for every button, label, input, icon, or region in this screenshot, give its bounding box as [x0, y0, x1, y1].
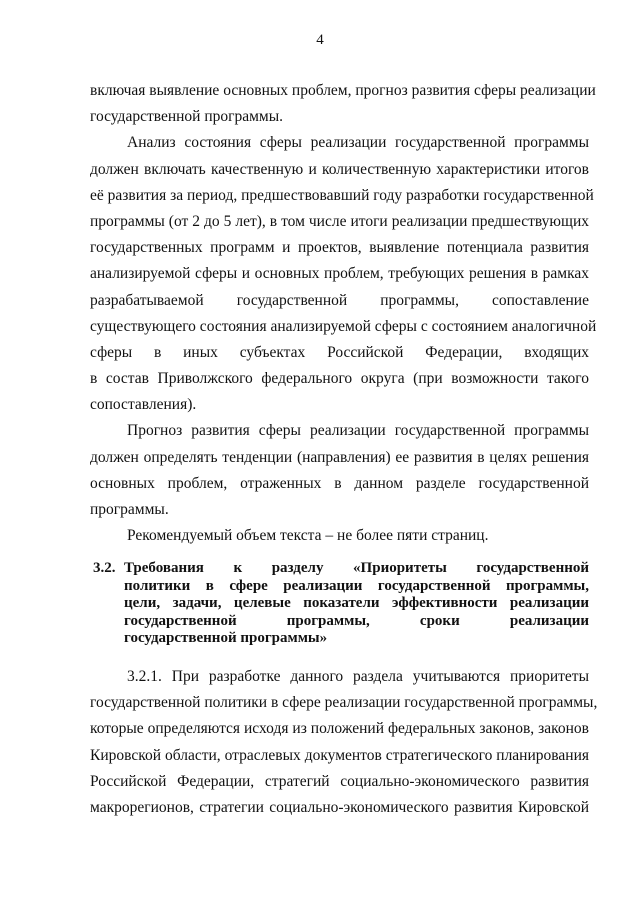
paragraph-2-line: государственных программ и проектов, выявление потенциала развития — [90, 239, 589, 257]
paragraph-5-line: макрорегионов, стратегии социально-экономического развития Кировской — [90, 798, 589, 816]
paragraph-2-line: в состав Приволжского федерального округа (при возможности такого — [90, 370, 589, 388]
paragraph-2-line: разрабатываемой государственной программы, сопоставление — [90, 291, 589, 309]
paragraph-1-line: государственной программы. — [90, 108, 284, 126]
paragraph-3-line: Прогноз развития сферы реализации государственной программы — [127, 422, 589, 440]
section-heading-line: цели, задачи, целевые показатели эффективности реализации — [124, 595, 589, 611]
paragraph-2-line: программы (от 2 до 5 лет), в том числе итоги реализации предшествующих — [90, 212, 589, 230]
intro-body — [90, 78, 597, 549]
paragraph-5-line: которые определяются исходя из положений федеральных законов, законов — [90, 720, 589, 738]
paragraph-5-line: Кировской области, отраслевых документов стратегического планирования — [90, 746, 589, 764]
section-heading-line: государственной программы» — [124, 630, 328, 646]
paragraph-5-line: государственной политики в сфере реализации государственной программы, — [90, 694, 598, 712]
paragraph-3-line: программы. — [90, 501, 169, 518]
paragraph-2-line: сферы в иных субъектах Российской Федерации, входящих — [90, 343, 589, 361]
paragraph-2-line: анализируемой сферы и основных проблем, требующих решения в рамках — [90, 265, 589, 283]
page-number: 4 — [316, 32, 324, 48]
paragraph-1-line: включая выявление основных проблем, прогноз развития сферы реализации — [90, 82, 596, 99]
section-heading — [93, 560, 589, 648]
paragraph-2-line: сопоставления). — [90, 396, 197, 414]
section-heading-line: Требования к разделу «Приоритеты государственной — [124, 560, 589, 576]
paragraph-2-line: существующего состояния анализируемой сферы с состоянием аналогичной — [90, 317, 597, 335]
section-heading-line: политики в сфере реализации государственной программы, — [124, 577, 589, 594]
paragraph-3-line: основных проблем, отраженных в данном разделе государственной — [90, 474, 589, 492]
paragraph-3-line: должен определять тенденции (направления) ее развития в целях решения — [90, 448, 589, 466]
paragraph-4: Рекомендуемый объем текста – не более пяти страниц. — [127, 527, 489, 545]
section-body — [90, 664, 598, 821]
paragraph-2-line: Анализ состояния сферы реализации государственной программы — [127, 134, 589, 152]
paragraph-5-line: 3.2.1. При разработке данного раздела учитываются приоритеты — [127, 668, 589, 685]
paragraph-2-line: её развития за период, предшествовавший году разработки государственной — [90, 186, 594, 204]
section-heading-line: государственной программы, сроки реализации — [124, 612, 589, 629]
paragraph-2-line: должен включать качественную и количественную характеристики итогов — [90, 160, 589, 178]
section-number: 3.2. — [93, 560, 116, 576]
paragraph-5-line: Российской Федерации, стратегий социально-экономического развития — [90, 772, 589, 790]
